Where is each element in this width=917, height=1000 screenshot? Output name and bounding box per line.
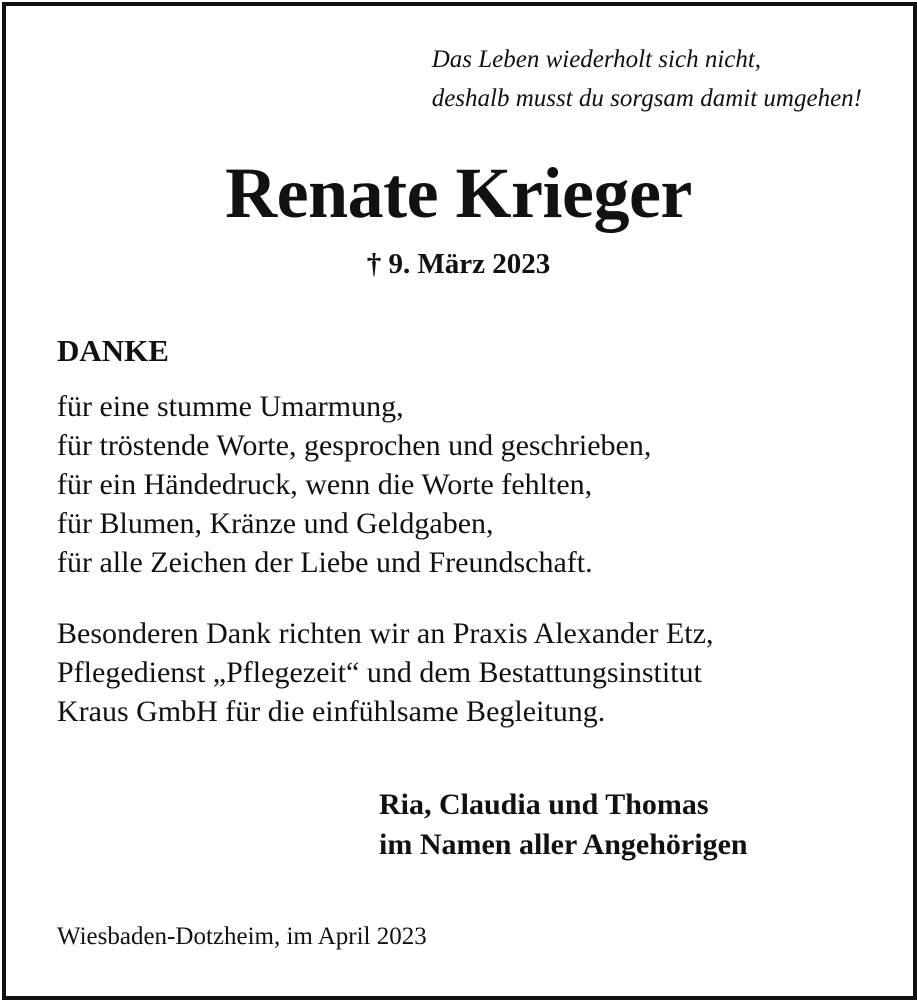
thanks-list [57, 387, 651, 582]
special-thanks-line: Besonderen Dank richten wir an Praxis Alexander Etz, [57, 617, 714, 650]
special-thanks-line: Pflegedienst „Pflegezeit“ und dem Bestattungsinstitut [57, 656, 702, 689]
death-date: † 9. März 2023 [366, 248, 551, 280]
deceased-name: Renate Krieger [225, 153, 692, 233]
thanks-heading: DANKE [57, 333, 169, 368]
special-thanks-paragraph [57, 614, 713, 731]
place-and-date: Wiesbaden-Dotzheim, im April 2023 [57, 923, 427, 950]
thanks-line: für eine stumme Umarmung, [57, 390, 404, 423]
signature-subline: im Namen aller Angehörigen [379, 828, 748, 861]
thanks-line: für tröstende Worte, gesprochen und geschrieben, [57, 429, 652, 462]
special-thanks-line: Kraus GmbH für die einfühlsame Begleitung. [57, 695, 606, 728]
motto-line: Das Leben wiederholt sich nicht, [431, 46, 762, 73]
motto-line: deshalb musst du sorgsam damit umgehen! [431, 85, 862, 112]
thanks-line: für alle Zeichen der Liebe und Freundschaft. [57, 546, 593, 579]
thanks-line: für ein Händedruck, wenn die Worte fehlten, [57, 468, 593, 501]
motto-quote [432, 40, 862, 118]
signature-names: Ria, Claudia und Thomas [379, 788, 709, 821]
thanks-line: für Blumen, Kränze und Geldgaben, [57, 507, 494, 540]
signature-block [379, 785, 748, 865]
